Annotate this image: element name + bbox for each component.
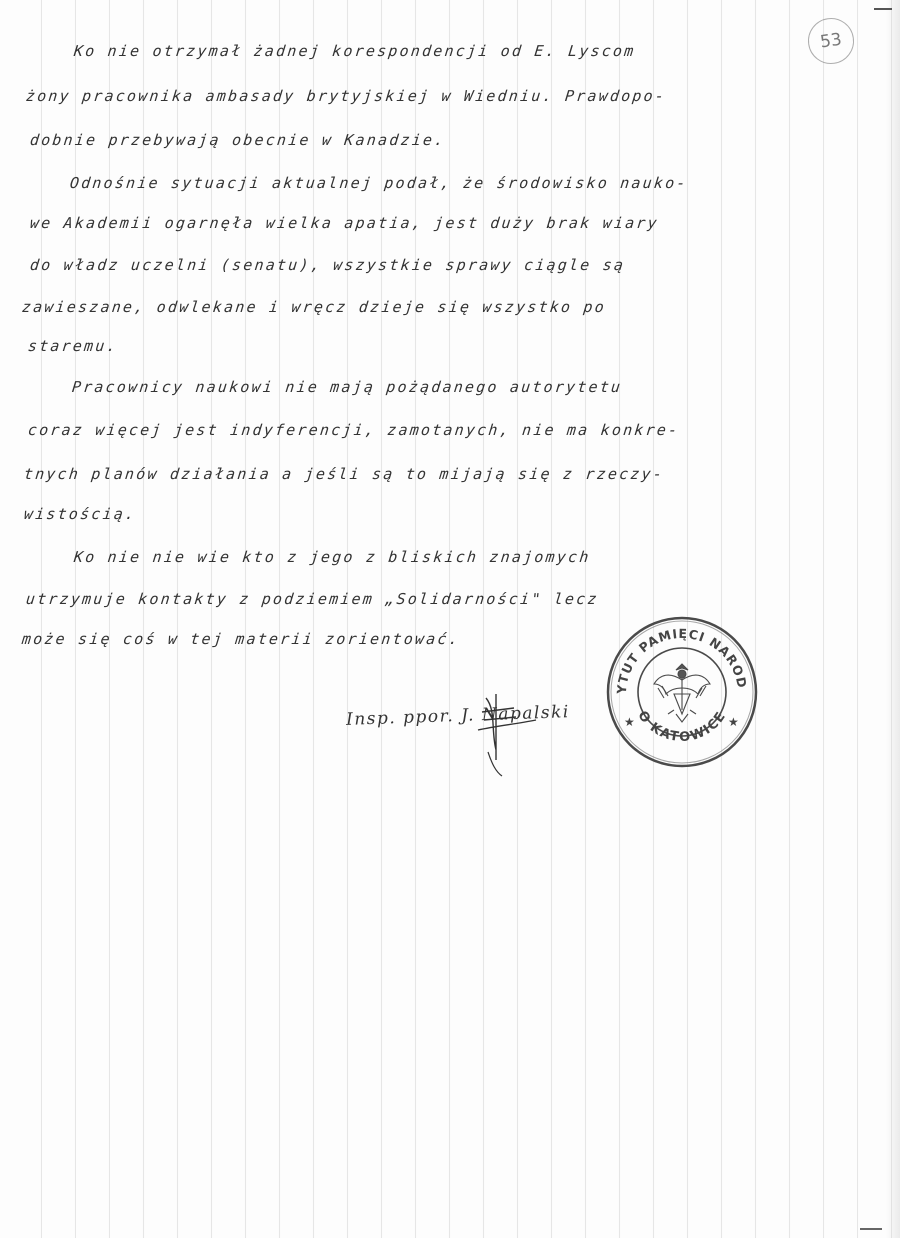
note-line-9: Pracownicy naukowi nie mają pożądanego autorytetu <box>71 378 624 396</box>
scan-bottom-mark <box>860 1228 882 1230</box>
note-line-10: coraz więcej jest indyferencji, zamotanych, nie ma konkre- <box>27 421 681 439</box>
note-line-5: we Akademii ogarnęła wielka apatia, jest duży brak wiary <box>29 214 660 232</box>
note-line-4: Odnośnie sytuacji aktualnej podał, że środowisko nauko- <box>69 174 689 192</box>
eagle-emblem <box>654 664 710 722</box>
note-line-2: żony pracownika ambasady brytyjskiej w Wiedniu. Prawdopo- <box>25 87 668 105</box>
note-line-14: utrzymuje kontakty z podziemiem „Solidarności" lecz <box>25 590 600 608</box>
note-line-13: Ko nie nie wie kto z jego z bliskich znajomych <box>73 548 592 566</box>
note-line-12: wistością. <box>23 505 138 523</box>
note-line-7: zawieszane, odwlekane i wręcz dzieje się wszystko po <box>21 298 607 316</box>
stamp-text-top: YTUT PAMIĘCI NAROD <box>613 625 750 695</box>
signature <box>346 690 596 780</box>
svg-text:INSTYTUT PAMIĘCI NARODOWEJ <box>604 614 750 695</box>
stamp-seal-icon <box>604 614 760 770</box>
ipn-stamp <box>604 614 760 770</box>
note-line-11: tnych planów działania a jeśli są to mijają się z rzeczy- <box>23 465 666 483</box>
note-line-15: może się coś w tej materii zorientować. <box>21 630 461 648</box>
note-line-1: Ko nie otrzymał żadnej korespondencji od E. Lyscom <box>73 42 637 60</box>
note-line-8: staremu. <box>27 337 119 355</box>
stamp-text-bottom: O KATOWICE <box>634 708 730 746</box>
note-line-6: do władz uczelni (senatu), wszystkie sprawy ciągle są <box>29 256 627 274</box>
scan-edge-shadow <box>886 0 900 1238</box>
note-line-3: dobnie przebywają obecnie w Kanadzie. <box>29 131 447 149</box>
signature-text: Insp. ppor. J. Napalski <box>345 702 571 730</box>
svg-text:★: ★ <box>624 715 635 729</box>
svg-text:★: ★ <box>728 715 739 729</box>
scan-corner-mark <box>874 8 892 10</box>
page-number: 53 <box>805 15 857 67</box>
